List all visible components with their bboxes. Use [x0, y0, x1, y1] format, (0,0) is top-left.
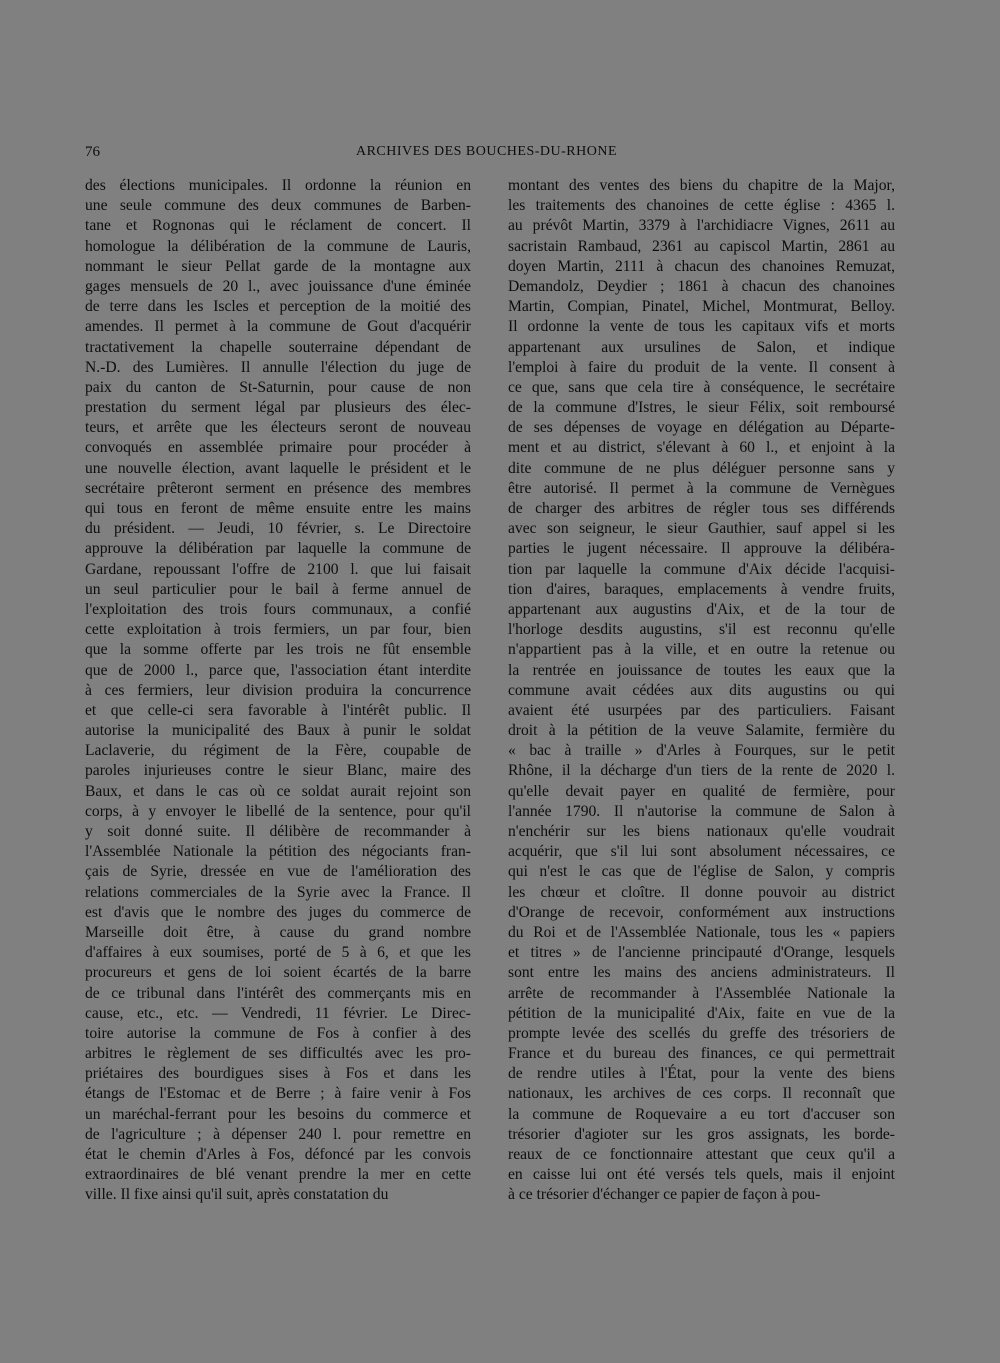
text-line: ce que, sans que cela tire à conséquence, le secrétaire: [508, 378, 895, 396]
text-line: France et du bureau des finances, ce qui permettrait: [508, 1045, 895, 1063]
text-line: être autorisé. Il permet à la commune de Vernègues: [508, 479, 895, 497]
text-line: autorise la municipalité des Baux à punir le soldat: [85, 722, 471, 740]
text-line: que la somme offerte par les trois ne fût ensemble: [85, 641, 471, 659]
page-header: [85, 144, 888, 164]
text-line: tion d'aires, baraques, emplacements à vendre fruits,: [508, 580, 895, 598]
text-line: convoqués en assemblée primaire pour procéder à: [85, 439, 471, 457]
text-line: Baux, et dans le cas où ce soldat aurait rejoint son: [85, 782, 471, 800]
text-line: l'Assemblée Nationale la pétition des négociants fran-: [85, 843, 471, 861]
text-line: l'emploi à faire du produit de la vente. Il consent à: [508, 358, 895, 376]
text-line: « bac à traille » d'Arles à Fourques, sur le petit: [508, 742, 895, 760]
text-line: de ce tribunal dans l'intérêt des commerçants mis en: [85, 984, 471, 1002]
text-line: teurs, et arrête que les électeurs seront de nouveau: [85, 419, 471, 437]
text-line: extraordinaires de blé venant prendre la mer en cette: [85, 1166, 471, 1184]
text-line: de rendre utiles à l'État, pour la vente des biens: [508, 1065, 895, 1083]
text-line: la rentrée en jouissance de toutes les eaux que la: [508, 661, 895, 679]
text-line: et titres » de l'ancienne principauté d'Orange, lesquels: [508, 944, 895, 962]
text-line: commune avait cédées aux dits augustins ou qui: [508, 681, 895, 699]
text-line: à ces fermiers, leur division produira la concurrence: [85, 681, 471, 699]
text-line: Laclaverie, du régiment de la Fère, coupable de: [85, 742, 471, 760]
text-line: l'horloge desdits augustins, s'il est reconnu qu'elle: [508, 621, 895, 639]
text-line: de l'agriculture ; à dépenser 240 l. pour remettre en: [85, 1125, 471, 1143]
text-line: parties le jugent nécessaire. Il approuve la délibéra-: [508, 540, 895, 558]
text-line: étangs de l'Estomac et de Berre ; à faire venir à Fos: [85, 1085, 471, 1103]
text-line: N.-D. des Lumières. Il annulle l'élection du juge de: [85, 358, 471, 376]
text-line: droit à la pétition de la veuve Salamite, fermière du: [508, 722, 895, 740]
text-line: tractativement la chapelle souterraine dépendant de: [85, 338, 471, 356]
text-line: Il ordonne la vente de tous les capitaux vifs et morts: [508, 318, 895, 336]
text-line: avec son seigneur, le sieur Gauthier, sauf appel si les: [508, 520, 895, 538]
text-line: qui tous en feront de même ensuite entre les mains: [85, 500, 471, 517]
text-line: de terre dans les Iscles et perception de la moitié des: [85, 298, 471, 316]
text-line: qu'elle devait payer en qualité de fermière, pour: [508, 782, 895, 800]
text-line: homologue la délibération de la commune de Lauris,: [85, 237, 471, 255]
text-line: un maréchal-ferrant pour les besoins du commerce et: [85, 1105, 471, 1123]
text-line: Gardane, repoussant l'offre de 2100 l. que lui faisait: [85, 560, 471, 578]
text-line: doyen Martin, 2111 à chacun des chanoines Remuzat,: [508, 257, 895, 275]
text-line: une seule commune des deux communes de Barben-: [85, 197, 471, 215]
text-line: cause, etc., etc. — Vendredi, 11 février. Le Direc-: [85, 1004, 471, 1022]
text-line: du président. — Jeudi, 10 février, s. Le Directoire: [85, 520, 471, 538]
right-text-column: [508, 176, 895, 1206]
text-line: corps, à y envoyer le libellé de la sentence, pour qu'il: [85, 802, 471, 820]
text-line: et que celle-ci sera favorable à l'intérêt public. Il: [85, 701, 471, 719]
text-line: d'Orange de recevoir, conformément aux instructions: [508, 903, 895, 921]
text-line: un seul particulier pour le bail à ferme annuel de: [85, 580, 471, 598]
text-line: d'affaires à eux soumises, porté de 5 à 6, et que les: [85, 944, 471, 962]
text-line: en caisse lui ont été versés tels quels, mais il enjoint: [508, 1166, 895, 1184]
page-number: 76: [85, 144, 100, 160]
text-line: avaient été usurpées par des particuliers. Faisant: [508, 701, 895, 719]
text-line: relations commerciales de la Syrie avec la France. Il: [85, 883, 471, 901]
text-line: les traitements des chanoines de cette église : 4365 l.: [508, 197, 895, 215]
text-line: l'exploitation des trois fours communaux, a confié: [85, 600, 471, 618]
text-line: de charger des arbitres de régler tous ses différends: [508, 500, 895, 517]
text-line: prestation du serment légal par plusieurs des élec-: [85, 399, 471, 417]
running-title: ARCHIVES DES BOUCHES-DU-RHONE: [355, 144, 618, 159]
text-line: sacristain Rambaud, 2361 au capiscol Martin, 2861 au: [508, 237, 895, 255]
text-line: Martin, Compian, Pinatel, Michel, Montmurat, Belloy.: [508, 298, 895, 316]
text-line: de ses dépenses de voyage en délégation au Départe-: [508, 419, 895, 437]
text-line: sont entre les mains des anciens administrateurs. Il: [508, 964, 895, 982]
text-line: arbitres le règlement de ses difficultés avec les pro-: [85, 1045, 471, 1063]
text-line: n'appartient pas à la ville, et en outre la retenue ou: [508, 641, 895, 659]
text-line: nommant le sieur Pellat garde de la montagne aux: [85, 257, 471, 275]
text-line: secrétaire prêteront serment en présence des membres: [85, 479, 471, 497]
text-line: montant des ventes des biens du chapitre de la Major,: [508, 177, 895, 194]
text-line: l'année 1790. Il n'autorise la commune de Salon à: [508, 802, 895, 820]
text-line: approuve la délibération par laquelle la commune de: [85, 540, 471, 558]
text-line: y soit donné suite. Il délibère de recommander à: [85, 823, 471, 840]
text-line: paix du canton de St-Saturnin, pour cause de non: [85, 378, 471, 396]
text-line: du Roi et de l'Assemblée Nationale, tous les « papiers: [508, 923, 895, 941]
text-line: appartenant aux ursulines de Salon, et indique: [508, 338, 895, 356]
text-line: paroles injurieuses contre le sieur Blanc, maire des: [85, 762, 471, 780]
text-line: prompte levée des scellés du greffe des trésoriers de: [508, 1024, 895, 1042]
text-line: trésorier d'agioter sur les gros assignats, les borde-: [508, 1125, 895, 1143]
text-line: gages mensuels de 20 l., avec jouissance d'une éminée: [85, 277, 471, 295]
text-line: au prévôt Martin, 3379 à l'archidiacre Vignes, 2611 au: [508, 217, 895, 235]
text-line: procureurs et gens de loi soient écartés de la barre: [85, 964, 471, 982]
text-line: les chœur et cloître. Il donne pouvoir au district: [508, 883, 895, 901]
text-line: de la commune d'Istres, le sieur Félix, soit remboursé: [508, 399, 895, 417]
text-line: appartenant aux augustins d'Aix, et de la tour de: [508, 600, 895, 618]
text-line: tane et Rognonas qui le réclament de concert. Il: [85, 217, 471, 235]
text-line: dite commune de ne plus déléguer personne sans y: [508, 459, 895, 477]
text-line: tion par laquelle la commune d'Aix décide l'acquisi-: [508, 560, 895, 578]
text-line: acquérir, que s'il lui sont absolument nécessaires, ce: [508, 843, 895, 861]
text-line: Demandolz, Deydier ; 1861 à chacun des chanoines: [508, 277, 895, 295]
text-line: amendes. Il permet à la commune de Gout d'acquérir: [85, 318, 471, 336]
text-line: la commune de Roquevaire a eu tort d'accuser son: [508, 1105, 895, 1123]
text-line: pétition de la municipalité d'Aix, faite en vue de la: [508, 1004, 895, 1022]
text-line: que de 2000 l., parce que, l'association étant interdite: [85, 661, 471, 679]
text-line: est d'avis que le nombre des juges du commerce de: [85, 903, 471, 921]
text-line: toire autorise la commune de Fos à confier à des: [85, 1024, 471, 1042]
text-line: ment et au district, s'élevant à 60 l., et enjoint à la: [508, 439, 895, 457]
text-line: reaux de ce fonctionnaire attestant que ceux qu'il a: [508, 1146, 895, 1163]
left-text-column: [85, 176, 471, 1206]
text-line: arrête de recommander à l'Assemblée Nationale la: [508, 984, 895, 1002]
text-line: nationaux, les archives de ces corps. Il reconnaît que: [508, 1085, 895, 1103]
text-line: cette exploitation à trois fermiers, un par four, bien: [85, 621, 471, 639]
text-line: n'enchérir sur les biens nationaux qu'elle voudrait: [508, 823, 895, 840]
text-line: Marseille doit être, à cause du grand nombre: [85, 923, 471, 941]
text-line: à ce trésorier d'échanger ce papier de façon à pou-: [508, 1186, 821, 1204]
text-line: une nouvelle élection, avant laquelle le président et le: [85, 459, 471, 477]
text-line: des élections municipales. Il ordonne la réunion en: [85, 177, 471, 194]
text-line: état le chemin d'Arles à Fos, défoncé par les convois: [85, 1146, 471, 1163]
text-line: çais de Syrie, dressée en vue de l'amélioration des: [85, 863, 471, 881]
text-line: priétaires des bourdigues sises à Fos et dans les: [85, 1065, 471, 1083]
text-line: Rhône, il la décharge d'un tiers de la rente de 2020 l.: [508, 762, 895, 780]
text-line: qui n'est le cas que de l'église de Salon, y compris: [508, 863, 895, 881]
text-line: ville. Il fixe ainsi qu'il suit, après constatation du: [85, 1186, 389, 1204]
